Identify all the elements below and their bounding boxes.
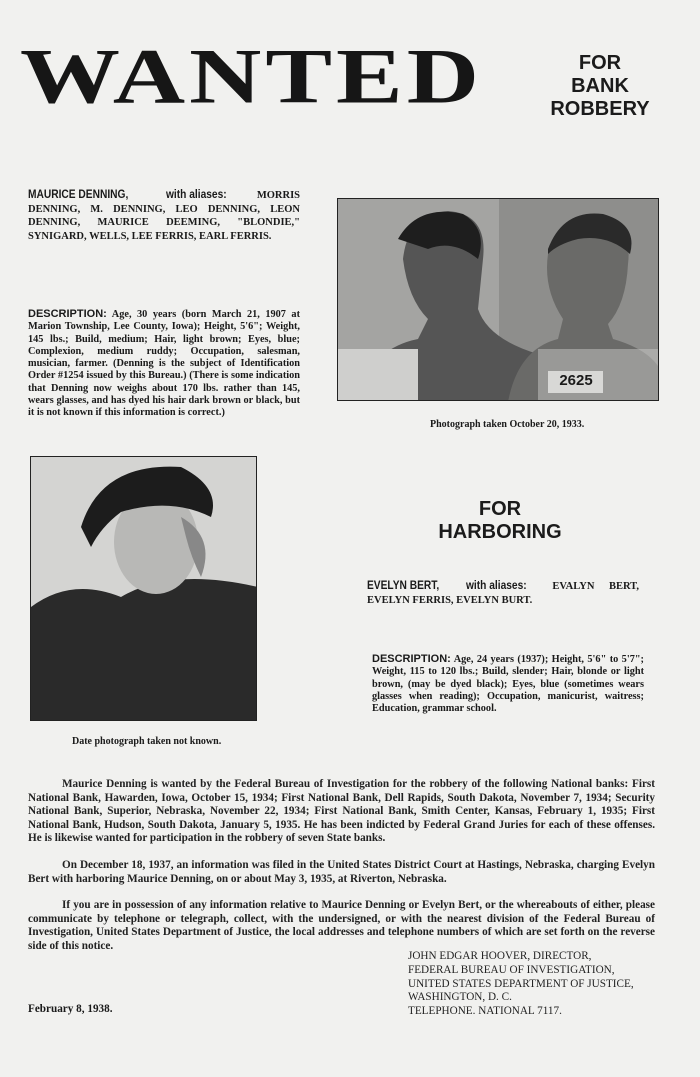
paragraph-charges: Maurice Denning is wanted by the Federal Bureau of Investigation for the robbery of the following National banks: First National Bank, Hawarden, Iowa, October 15, 1934; First National Bank, Dell Rapids, South Dakota, November 7, 1934; Security National Bank, Superior, Nebraska, November 22, 1934; First National Bank, Smith Center, Kansas, February 1, 1935; First National Bank, Hudson, South Dakota, January 5, 1935. He has been indicted by Federal Grand Juries for each of these offenses. He is likewise wanted for participation in the robbery of seven State banks. (28, 778, 655, 845)
paragraph-harboring: On December 18, 1937, an information was filed in the United States District Court at Hastings, Nebraska, charging Evelyn Bert with harboring Maurice Denning, on or about May 3, 1935, at Riverton, Nebraska. (28, 858, 655, 885)
aliases-label: with aliases: (165, 187, 227, 201)
denning-photo-caption: Photograph taken October 20, 1933. (430, 419, 585, 430)
denning-mugshot-photo (337, 198, 659, 401)
denning-name: MAURICE DENNING, (28, 187, 129, 201)
bert-photo-caption: Date photograph taken not known. (72, 736, 222, 747)
for-harboring-heading (400, 498, 600, 544)
mugshot-image (338, 199, 659, 401)
portrait-image (31, 457, 257, 721)
bert-description (372, 653, 644, 715)
wanted-title: WANTED (20, 33, 483, 120)
bert-name: EVELYN BERT, (367, 578, 440, 592)
denning-aliases (28, 188, 300, 243)
aliases-list: EVALYN BERT, EVELYN FERRIS, EVELYN BURT. (367, 581, 640, 606)
signature-line: TELEPHONE. NATIONAL 7117. (408, 1005, 562, 1018)
denning-description (28, 308, 300, 420)
description-text: Age, 24 years (1937); Height, 5'6" to 5'7"; Weight, 115 to 120 lbs.; Build, slender; Hair, blonde or light brown, (may be dyed black); Eyes, blue (sometimes wears glasses when reading); Occupation, manicurist, waitress; Education, grammar school. (372, 654, 644, 715)
bert-photo (30, 456, 257, 721)
heading-line: FOR (478, 498, 522, 520)
heading-line: FOR (578, 52, 622, 74)
mugshot-number: 2625 (559, 372, 593, 389)
signature-line: JOHN EDGAR HOOVER, DIRECTOR, (408, 950, 592, 962)
for-bank-robbery-heading (530, 52, 670, 121)
signature-line: WASHINGTON, D. C. (408, 991, 512, 1004)
signature-line: UNITED STATES DEPARTMENT OF JUSTICE, (408, 977, 634, 990)
description-label: DESCRIPTION: (28, 308, 107, 320)
notice-body (28, 778, 655, 967)
heading-line: ROBBERY (550, 98, 650, 120)
aliases-list: MORRIS DENNING, M. DENNING, LEO DENNING, LEON DENNING, MAURICE DEEMING, "BLONDIE," SYNIGARD, WELLS, LEE FERRIS, EARL FERRIS. (28, 190, 300, 242)
notice-date: February 8, 1938. (28, 1003, 113, 1015)
signature-line: FEDERAL BUREAU OF INVESTIGATION, (408, 963, 615, 976)
signature-block (408, 950, 634, 1019)
paragraph-contact: If you are in possession of any information relative to Maurice Denning or Evelyn Bert, or the whereabouts of either, please communicate by telephone or telegraph, collect, with the undersigned, or with the nearest division of the Federal Bureau of Investigation, United States Department of Justice, the local addresses and telephone numbers of which are set forth on the reverse side of this notice. (28, 899, 655, 952)
heading-line: BANK (571, 75, 629, 97)
description-text: Age, 30 years (born March 21, 1907 at Marion Township, Lee County, Iowa); Height, 5'6"; Weight, 145 lbs.; Build, medium; Hair, light brown; Eyes, blue; Complexion, medium ruddy; Occupation, salesman, musician, farmer. (Denning is the subject of Identification Order #1254 issued by this Bureau.) (There is some indication that Denning now weighs about 170 lbs. rather than 145, wears glasses, and has dyed his hair dark brown or black, but it is not known if this information is correct.) (28, 309, 300, 419)
bert-aliases (367, 579, 639, 607)
aliases-label: with aliases: (466, 578, 528, 592)
description-label: DESCRIPTION: (372, 653, 451, 665)
heading-line: HARBORING (438, 521, 562, 543)
